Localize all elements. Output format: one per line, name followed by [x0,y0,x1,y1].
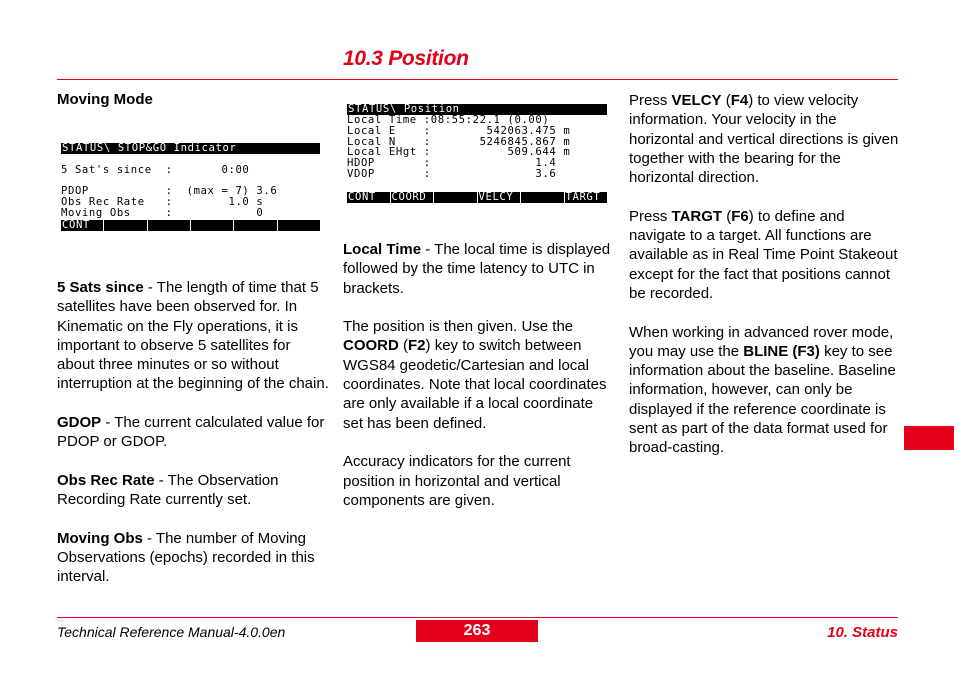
screen-header: STATUS\ Position [347,104,607,115]
position-screen [347,104,607,203]
description: - The number of Moving Observations (epochs) recorded in this interval. [57,529,315,586]
fkey-name: F2 [408,337,426,355]
key-name: VELCY [671,92,722,109]
text-run: ( [722,207,732,225]
screen-header: STATUS\ STOP&GO Indicator [61,143,320,154]
text-run: key to see information about the baseline. Baseline information, however, can only be displayed if the reference coordinate is sent as part of the data format used for broad-casting. [629,342,896,457]
fkey-blank [278,220,320,231]
text-run: When working in advanced rover mode, you may use the [629,323,894,360]
fkey-blank [104,220,147,231]
paragraph [343,317,615,433]
screen-line: VDOP : 3.6 [347,167,557,180]
fkey-blank [191,220,234,231]
text-run: Press [629,92,672,109]
fkey-name: F6 [731,207,749,225]
text-run: ) key to switch between WGS84 geodetic/Cartesian and local coordinates. Note that local coordinates are only available if a local coordinate set has been defined. [343,337,607,432]
term: GDOP [57,414,102,432]
chapter-tab-marker [904,426,954,450]
fkey-blank [148,220,191,231]
description: - The current calculated value for PDOP or GDOP. [57,414,325,451]
paragraph [629,91,901,187]
text-run: ( [721,92,731,109]
bottom-rule [57,617,898,618]
page-number: 263 [416,620,538,642]
right-column-text [629,91,901,477]
manual-name: Technical Reference Manual-4.0.0en [57,624,286,640]
text-run: Press [629,207,672,225]
screen-line: Local Time :08:55:22.1 (0.00) [347,114,550,126]
term: Moving Obs [57,529,143,547]
fkey-coord: COORD [391,192,435,203]
fkey-velcy: VELCY [478,192,522,203]
chapter-name: 10. Status [827,624,898,641]
left-column-text [57,278,329,606]
fkey-blank [521,192,565,203]
function-key-bar [347,192,607,203]
paragraph [629,207,901,303]
screen-line: Local E : 542063.475 m [347,124,571,137]
section-heading: Moving Mode [57,91,153,108]
stopgo-screen [61,143,320,231]
middle-column-text [343,240,615,529]
paragraph: Accuracy indicators for the current position in horizontal and vertical components are given. [343,453,571,509]
text-run: ) to define and navigate to a target. All functions are available as in Real Time Point Stakeout except for the fact that positions cannot be recorded. [629,207,898,302]
screen-line: Moving Obs : 0 [61,206,264,219]
text-run: The position is then given. Use the [343,318,574,336]
paragraph [629,323,901,458]
key-name: BLINE (F3) [743,342,820,360]
screen-line: Obs Rec Rate : 1.0 s [61,196,264,209]
paragraph [57,413,329,452]
description: - The Observation Recording Rate currently set. [57,471,279,509]
description: - The length of time that 5 satellites have been observed for. In Kinematic on the Fly operations, it is important to observe 5 satellites for about three minutes or so without interruption at the beginning of the chain. [57,279,329,393]
key-name: TARGT [671,207,723,225]
screen-line: HDOP : 1.4 [347,157,557,170]
term: 5 Sats since [57,279,144,296]
fkey-blank [434,192,478,203]
screen-line [347,180,607,191]
paragraph [343,240,615,298]
term: Obs Rec Rate [57,471,155,489]
screen-line: Local N : 5246845.867 m [347,135,571,148]
screen-line: Local EHgt : 509.644 m [347,146,571,159]
fkey-name: F4 [730,92,749,109]
top-rule [57,79,898,80]
paragraph [57,529,329,587]
fkey-cont: CONT [347,192,391,203]
fkey-cont: CONT [61,220,104,231]
function-key-bar [61,220,320,231]
screen-line: 5 Sat's since : 0:00 [61,163,250,176]
paragraph [57,278,329,394]
paragraph [57,471,329,510]
description: - The local time is displayed followed by the time latency to UTC in brackets. [343,241,611,297]
page-title: 10.3 Position [343,47,469,70]
screen-line: PDOP : (max = 7) 3.6 [61,185,278,198]
fkey-blank [234,220,277,231]
text-run: ) to view velocity information. Your velocity in the horizontal and vertical directions is given together with the bearing for the horizontal direction. [629,92,899,187]
key-name: COORD [343,337,399,355]
text-run: ( [398,337,409,355]
term: Local Time [343,241,422,258]
fkey-targt: TARGT [565,192,608,203]
